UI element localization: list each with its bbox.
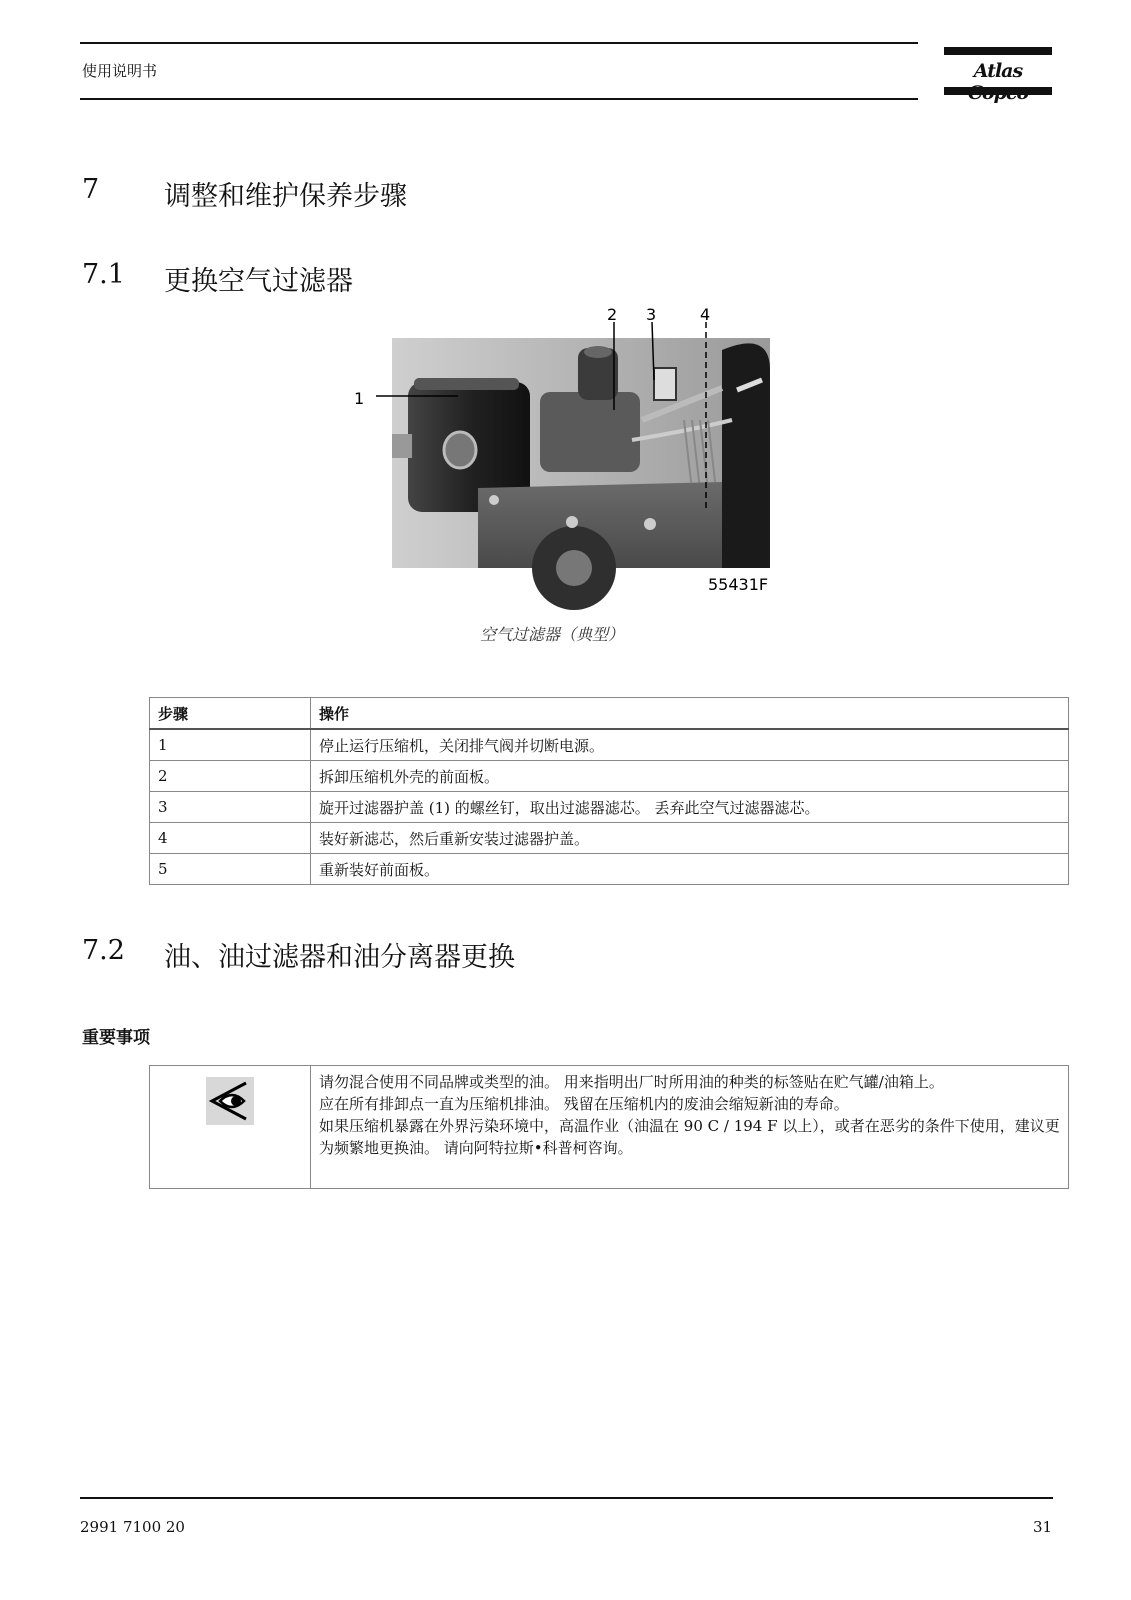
notes-text-cell <box>311 1066 1069 1189</box>
filter-cover-rim <box>414 378 519 390</box>
steps-table <box>149 697 1069 885</box>
section-title: 更换空气过滤器 <box>164 266 353 297</box>
step-number: 4 <box>150 823 311 854</box>
callout-3: 3 <box>646 305 657 324</box>
col-header-step: 步骤 <box>150 698 311 730</box>
section-7-1-heading <box>82 259 682 299</box>
section-number: 7 <box>82 174 100 205</box>
table-row <box>150 823 1069 854</box>
note-line: 应在所有排卸点一直为压缩机排油。 残留在压缩机内的废油会缩短新油的寿命。 <box>319 1095 849 1113</box>
col-header-action: 操作 <box>311 698 1069 730</box>
step-number: 3 <box>150 792 311 823</box>
table-row <box>150 729 1069 761</box>
step-number: 1 <box>150 729 311 761</box>
eye-warning-icon <box>206 1077 254 1125</box>
important-notes-table <box>149 1065 1069 1189</box>
figure-id: 55431F <box>708 575 769 594</box>
note-line: 如果压缩机暴露在外界污染环境中，高温作业（油温在 90 C / 194 F 以上），或者在恶劣的条件下使用，建议更为频繁地更换油。 请向阿特拉斯•科普柯咨询。 <box>319 1117 1060 1157</box>
table-header-row <box>150 698 1069 730</box>
step-action: 重新装好前面板。 <box>311 854 1069 885</box>
inlet-valve-body <box>540 392 640 472</box>
pulley-hub <box>556 550 592 586</box>
section-title: 油、油过滤器和油分离器更换 <box>164 942 515 973</box>
unloader-valve-top <box>584 346 612 358</box>
section-number: 7.1 <box>82 259 125 290</box>
filter-cover-port <box>444 432 476 468</box>
icon-cell <box>150 1066 311 1189</box>
step-action: 旋开过滤器护盖 (1) 的螺丝钉，取出过滤器滤芯。 丢弃此空气过滤器滤芯。 <box>311 792 1069 823</box>
bolt <box>566 516 578 528</box>
section-7-2-heading <box>82 935 782 975</box>
step-action: 停止运行压缩机，关闭排气阀并切断电源。 <box>311 729 1069 761</box>
table-row <box>150 854 1069 885</box>
callout-2: 2 <box>607 305 618 324</box>
table-row <box>150 1066 1069 1189</box>
document-code: 2991 7100 20 <box>80 1518 185 1536</box>
important-notice-label: 重要事项 <box>82 1028 150 1048</box>
atlas-copco-logo <box>944 47 1052 99</box>
note-line: 请勿混合使用不同品牌或类型的油。 用来指明出厂时所用油的种类的标签贴在贮气罐/油箱上。 <box>319 1073 944 1091</box>
logo-text: Atlas <box>973 60 1023 82</box>
step-number: 5 <box>150 854 311 885</box>
callout-1: 1 <box>354 389 365 408</box>
section-title: 调整和维护保养步骤 <box>164 181 407 212</box>
header-rule-bottom <box>80 98 918 100</box>
step-number: 2 <box>150 761 311 792</box>
figure-caption: 空气过滤器（典型） <box>479 625 624 644</box>
table-row <box>150 792 1069 823</box>
table-row <box>150 761 1069 792</box>
page-number: 31 <box>1033 1518 1053 1536</box>
callout-4: 4 <box>700 305 711 324</box>
section-7-heading <box>82 174 682 214</box>
header-rule-top <box>80 42 918 44</box>
step-action: 拆卸压缩机外壳的前面板。 <box>311 761 1069 792</box>
step-action: 装好新滤芯，然后重新安装过滤器护盖。 <box>311 823 1069 854</box>
solenoid-valve <box>654 368 676 400</box>
air-filter-photo <box>354 305 812 600</box>
dark-housing <box>722 343 770 568</box>
header-title: 使用说明书 <box>82 62 158 80</box>
bolt <box>489 495 499 505</box>
footer-rule <box>80 1497 1053 1499</box>
filter-cover-shaft <box>392 434 412 458</box>
bolt <box>644 518 656 530</box>
section-number: 7.2 <box>82 935 125 966</box>
